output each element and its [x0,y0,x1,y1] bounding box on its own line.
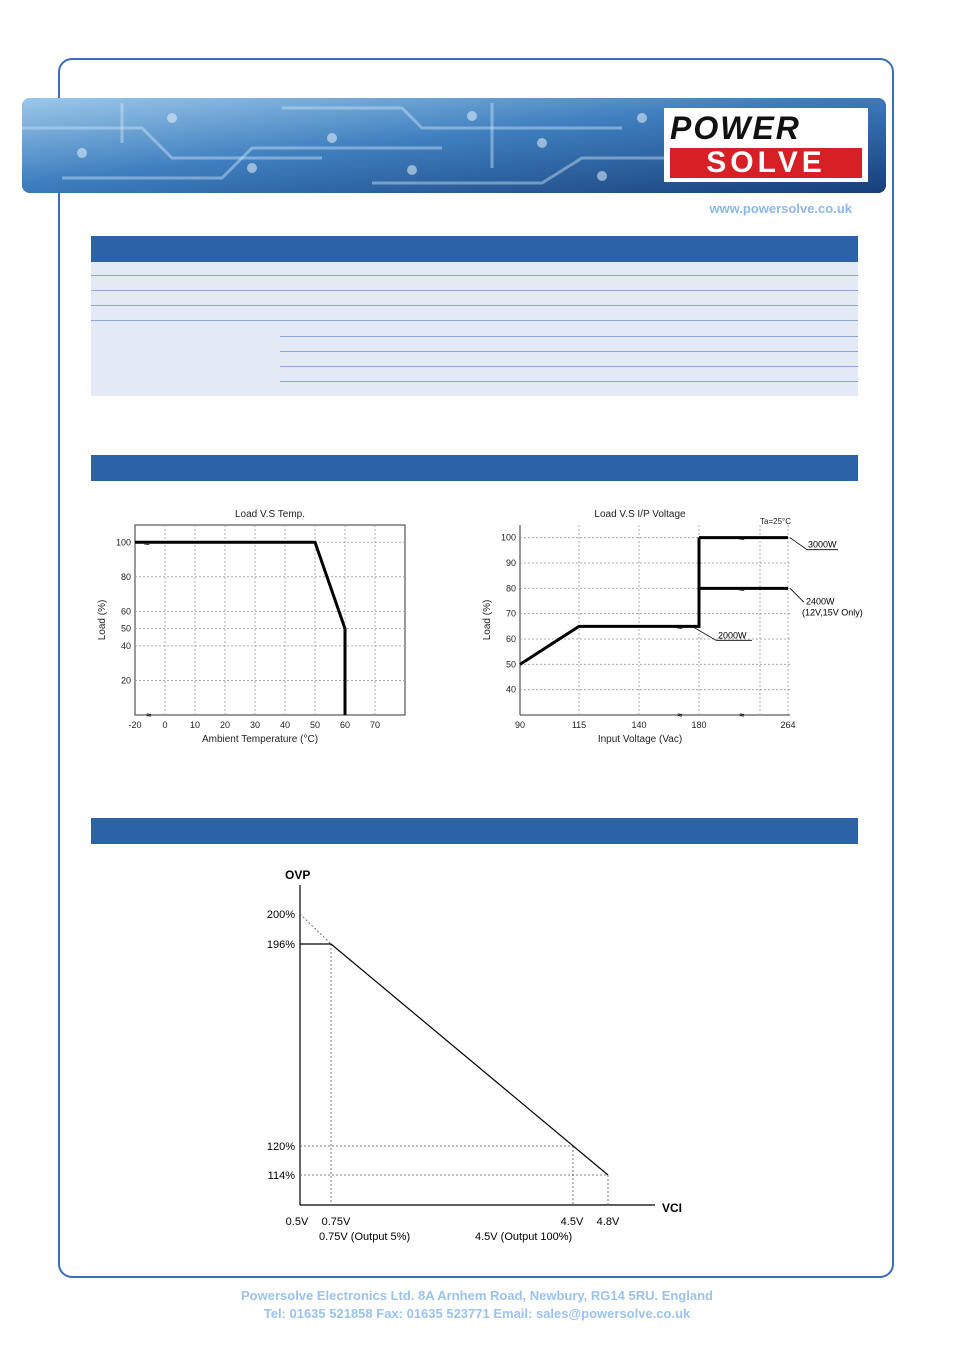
x-tick-label: 0.5V [285,1216,309,1228]
x-tick-label: 40 [279,720,291,730]
chart-ovp-vs-vci [250,860,700,1255]
table-row-divider [280,366,858,367]
website-link[interactable]: www.powersolve.co.uk [709,201,852,216]
y-tick-label: 100 [500,532,516,543]
guide-line [300,914,331,944]
table-row-divider [280,336,858,337]
x-tick-label: 50 [309,720,321,730]
ovp-vs-vci-svg [250,860,700,1250]
table-row-divider [280,381,858,382]
ovp-curve [300,944,608,1175]
series-label-2000w: 2000W [718,630,747,641]
plot-area [135,525,405,715]
chart-load-vs-temp [95,505,415,760]
axis-break-mark: ≈ [739,533,745,545]
y-tick-label: 196% [266,939,295,951]
x-tick-label: 60 [339,720,351,730]
x-axis-label: VCI [662,1201,683,1215]
chart-load-vs-voltage [478,505,863,760]
x-tick-label: 30 [249,720,261,730]
x-tick-label: 115 [571,720,587,730]
table-row-divider [280,351,858,352]
logo-power-text: POWER [670,110,801,146]
x-tick-label: 4.5V [560,1216,584,1228]
x-tick-label: 10 [189,720,201,730]
y-tick-label: 70 [505,608,516,619]
ovp-section-header [91,818,858,844]
x-tick-label: 0 [162,720,168,730]
x-tick-label: 20 [219,720,231,730]
table-row-divider [91,275,858,276]
axis-break-mark: ≈ [677,622,683,634]
header-banner [22,98,886,193]
x-axis-label: Input Voltage (Vac) [597,734,683,745]
x-axis-label: Ambient Temperature (°C) [201,734,319,745]
chart-title: Load V.S I/P Voltage [594,509,686,520]
table-row-divider [91,290,858,291]
table-row-divider [91,320,858,321]
logo-solve-text: SOLVE [706,146,826,179]
x-tick-label: 140 [631,720,647,730]
y-tick-label: 114% [267,1170,295,1182]
axis-break-mark: ≈ [146,710,152,720]
chart-title: Load V.S Temp. [234,509,306,520]
x-note-label: 4.5V (Output 100%) [475,1231,573,1243]
series-line-2 [520,538,699,665]
load-vs-temp-svg [95,505,415,755]
chart-annotation: Ta=25°C [760,517,791,526]
spec-table [91,262,858,396]
y-tick-label: 100 [115,537,131,548]
x-tick-label: 70 [369,720,381,730]
footer-address: Powersolve Electronics Ltd. 8A Arnhem Road, Newbury, RG14 5RU. England [241,1288,713,1303]
y-axis-label: OVP [285,868,311,882]
y-tick-label: 60 [505,634,516,644]
y-tick-label: 60 [120,606,131,617]
callout-leader [790,538,807,550]
y-tick-label: 80 [505,583,516,594]
y-tick-label: 40 [120,640,131,651]
x-tick-label: 180 [691,720,707,730]
y-axis-label: Load (%) [482,599,493,641]
x-tick-label: 264 [780,720,796,730]
y-tick-label: 90 [505,558,516,568]
spec-section-header [91,236,858,262]
y-tick-label: 50 [120,623,131,634]
derating-section-header [91,455,858,481]
callout-leader [790,588,804,602]
y-tick-label: 200% [266,909,295,921]
y-tick-label: 20 [120,675,131,686]
axis-break-mark: ≈ [677,710,683,720]
x-tick-label: 90 [514,720,526,730]
x-tick-label: 4.8V [596,1216,620,1228]
x-tick-label: 0.75V [321,1216,351,1228]
table-row-divider [91,305,858,306]
axis-break-mark: ≈ [739,710,745,720]
axis-break-mark: ≈ [739,584,745,596]
footer-contact: Tel: 01635 521858 Fax: 01635 523771 Email: sales@powersolve.co.uk [263,1306,691,1321]
series-label-2400w-note: (12V,15V Only) [802,607,863,618]
y-axis-label: Load (%) [97,599,108,641]
y-tick-label: 40 [505,684,516,695]
y-tick-label: 50 [505,659,516,670]
series-label-2400w: 2400W [806,596,835,607]
series-label-3000w: 3000W [808,539,837,550]
x-note-label: 0.75V (Output 5%) [319,1231,411,1243]
y-tick-label: 80 [120,571,131,582]
y-tick-label: 120% [266,1141,295,1153]
x-tick-label: -20 [128,720,142,730]
load-vs-voltage-svg [478,505,863,755]
powersolve-logo[interactable] [664,108,868,182]
callout-leader [692,626,716,640]
axis-break-mark: ≈ [144,538,150,550]
